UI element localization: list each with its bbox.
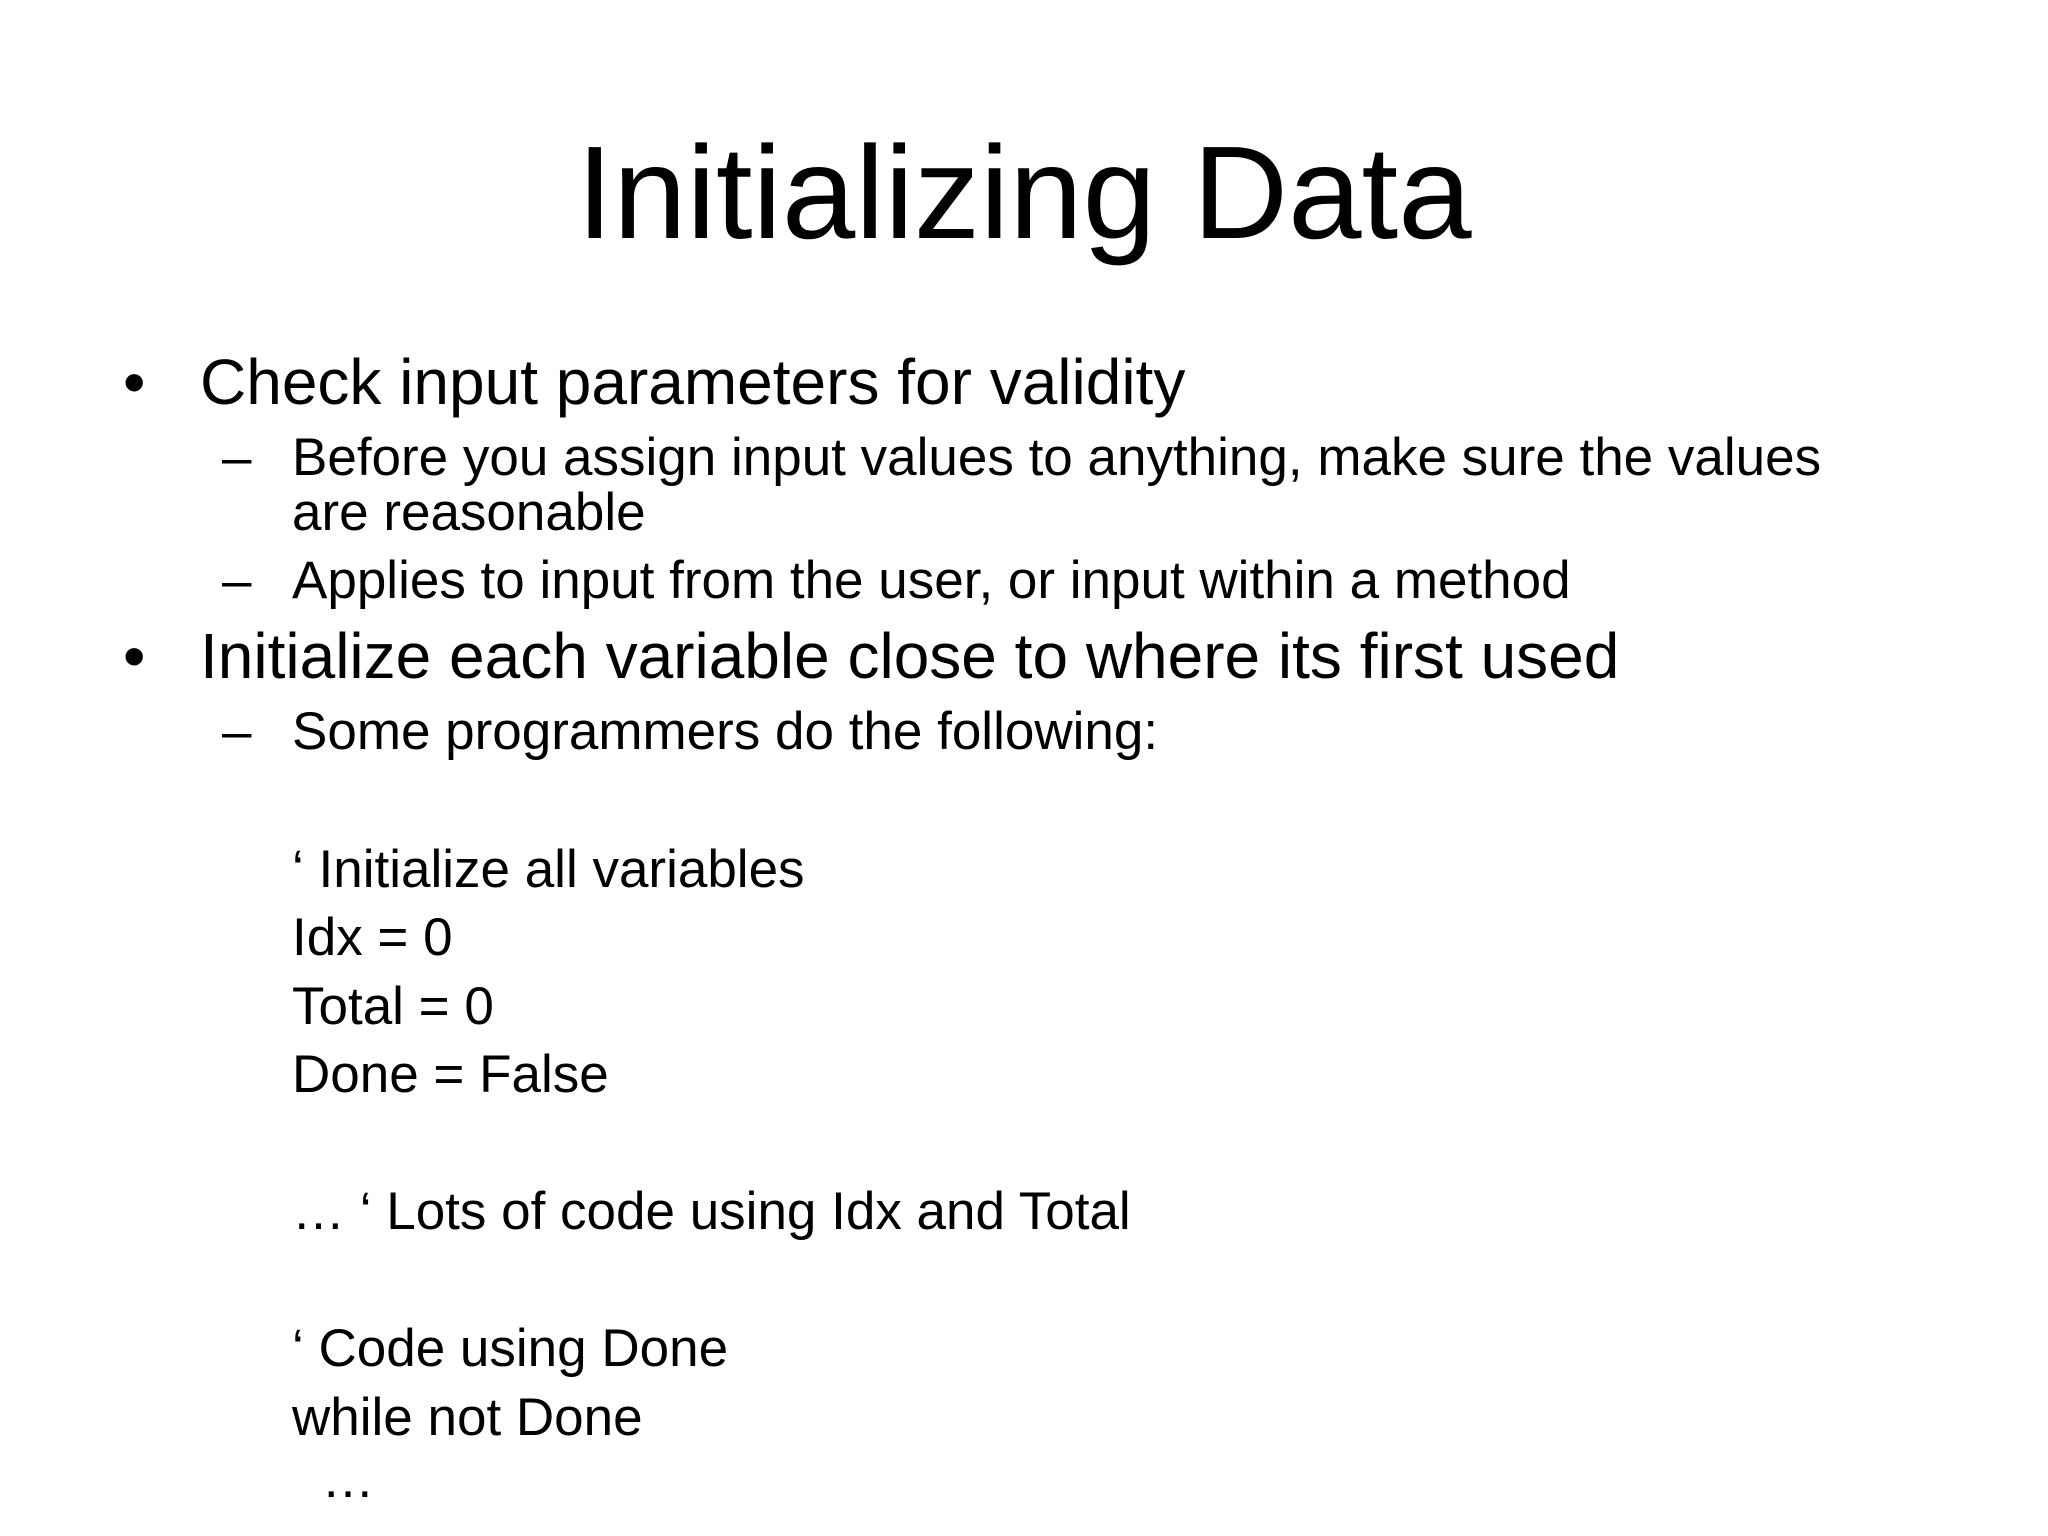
code-line-total: Total = 0 (292, 977, 494, 1036)
code-line-idx: Idx = 0 (292, 908, 453, 967)
bullet-text: Check input parameters for validity (200, 346, 1186, 418)
code-line-while: while not Done (292, 1388, 643, 1447)
code-line-done: Done = False (292, 1045, 609, 1104)
code-line-ellipsis: … (292, 1450, 375, 1509)
sub-bullet-mark: – (222, 702, 252, 761)
sub-bullet-text-line-2: are reasonable (292, 483, 646, 542)
code-line-comment-done: ‘ Code using Done (292, 1319, 729, 1378)
code-line-comment-initialize: ‘ Initialize all variables (292, 840, 805, 899)
sub-bullet-text: Applies to input from the user, or input within a method (292, 551, 1571, 610)
slide-title: Initializing Data (576, 119, 1472, 266)
sub-bullet-text: Some programmers do the following: (292, 702, 1159, 761)
code-line-lots-of-code: … ‘ Lots of code using Idx and Total (292, 1182, 1131, 1241)
bullet-mark: • (123, 620, 146, 692)
bullet-mark: • (123, 346, 146, 418)
sub-bullet-mark: – (222, 428, 252, 487)
bullet-text: Initialize each variable close to where its first used (200, 620, 1620, 692)
sub-bullet-text-line-1: Before you assign input values to anything, make sure the values (292, 428, 1822, 487)
sub-bullet-mark: – (222, 551, 252, 610)
